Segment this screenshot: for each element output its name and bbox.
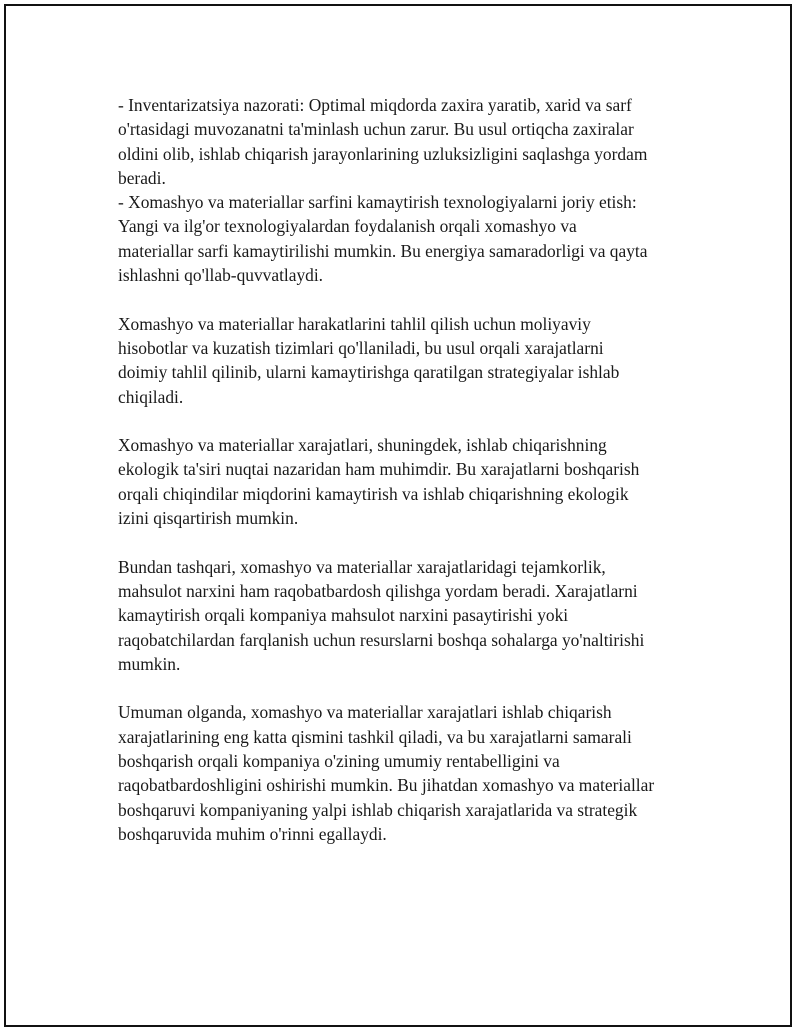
paragraph-line: boshqaruvida muhim o'rinni egallaydi. [118,823,387,844]
paragraph-line: boshqarish orqali kompaniya o'zining umumiy rentabelligini va [118,751,560,772]
paragraph-line: ekologik ta'siri nuqtai nazaridan ham muhimdir. Bu xarajatlarni boshqarish [118,459,640,480]
paragraph-line: raqobatchilardan farqlanish uchun resurslarni boshqa sohalarga yo'naltirishi [118,629,645,650]
paragraph-line: Bundan tashqari, xomashyo va materiallar xarajatlaridagi tejamkorlik, [118,556,606,577]
bullet-list [118,93,693,287]
paragraph-line: kamaytirish orqali kompaniya mahsulot narxini pasaytirishi yoki [118,605,569,626]
paragraph-ecology [118,433,693,530]
paragraph-line: orqali chiqindilar miqdorini kamaytirish va ishlab chiqarishning ekologik [118,483,629,504]
bullet-line: Yangi va ilg'or texnologiyalardan foydalanish orqali xomashyo va [118,216,577,237]
paragraph-conclusion [118,700,693,846]
document-body [118,93,693,871]
paragraph-line: mumkin. [118,653,181,674]
bullet-line: materiallar sarfi kamaytirilishi mumkin. Bu energiya samaradorligi va qayta [118,240,648,261]
paragraph-line: boshqaruvi kompaniyaning yalpi ishlab chiqarish xarajatlarida va strategik [118,799,638,820]
paragraph-line: xarajatlarining eng katta qismini tashkil qiladi, va bu xarajatlarni samarali [118,726,632,747]
bullet-line: o'rtasidagi muvozanatni ta'minlash uchun zarur. Bu usul ortiqcha zaxiralar [118,119,634,140]
paragraph-line: mahsulot narxini ham raqobatbardosh qilishga yordam beradi. Xarajatlarni [118,580,638,601]
paragraph-line: Xomashyo va materiallar harakatlarini tahlil qilish uchun moliyaviy [118,313,591,334]
paragraph-line: raqobatbardoshligini oshirishi mumkin. Bu jihatdan xomashyo va materiallar [118,775,655,796]
paragraph-line: izini qisqartirish mumkin. [118,508,299,529]
paragraph-analysis [118,312,693,409]
bullet-line: ishlashni qo'llab-quvvatlaydi. [118,265,324,286]
paragraph-line: hisobotlar va kuzatish tizimlari qo'llaniladi, bu usul orqali xarajatlarni [118,337,604,358]
bullet-line: beradi. [118,167,166,188]
bullet-line: oldini olib, ishlab chiqarish jarayonlarining uzluksizligini saqlashga yordam [118,143,648,164]
paragraph-line: chiqiladi. [118,386,184,407]
paragraph-competitiveness [118,555,693,676]
bullet-line: - Inventarizatsiya nazorati: Optimal miqdorda zaxira yaratib, xarid va sarf [118,95,632,115]
bullet-line: - Xomashyo va materiallar sarfini kamaytirish texnologiyalarni joriy etish: [118,192,637,213]
paragraph-line: Umuman olganda, xomashyo va materiallar xarajatlari ishlab chiqarish [118,702,612,723]
paragraph-line: doimiy tahlil qilinib, ularni kamaytirishga qaratilgan strategiyalar ishlab [118,362,620,383]
paragraph-line: Xomashyo va materiallar xarajatlari, shuningdek, ishlab chiqarishning [118,435,607,456]
